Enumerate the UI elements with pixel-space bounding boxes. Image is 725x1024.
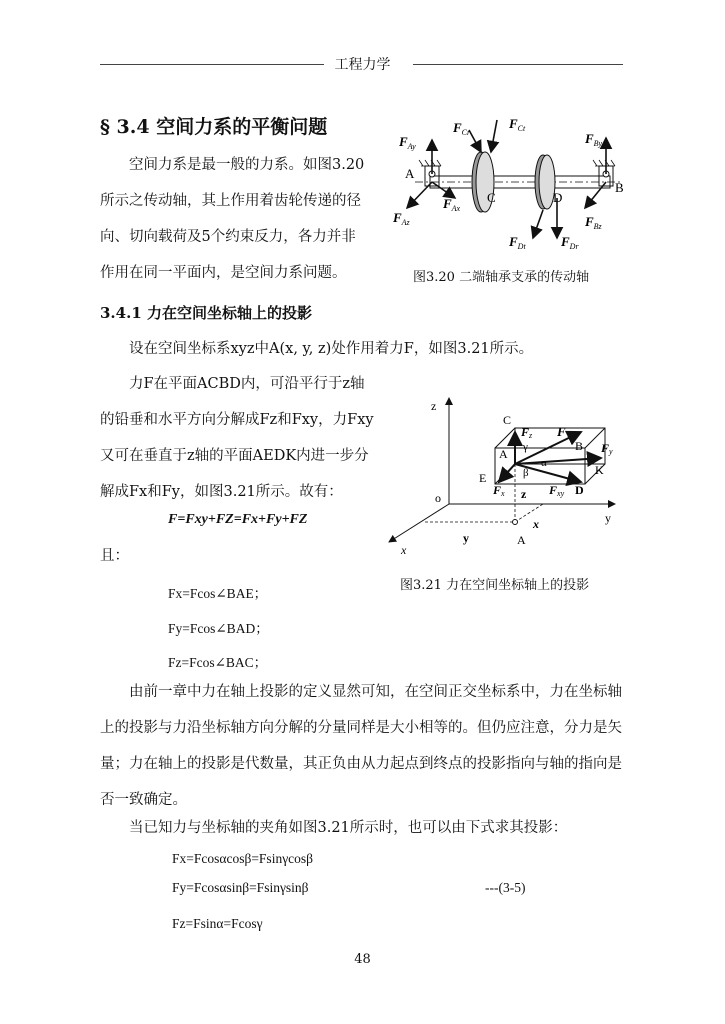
label-f-dt: $F_{Dt}$: [509, 234, 526, 251]
equation-fz-angle: Fz=Fcos∠BAC；: [168, 655, 268, 670]
body2-line: 解成Fx和Fy，如图3.21所示。故有：: [100, 484, 343, 500]
point-b: B: [575, 439, 584, 453]
and-text: 且：: [100, 548, 129, 564]
axis-y: y: [605, 511, 611, 525]
body2-line: 力F在平面ACBD内，可沿平行于z轴: [129, 376, 365, 392]
label-fz: Fz: [521, 425, 533, 440]
coord-z: z: [521, 487, 527, 501]
equation-number: ---(3-5): [485, 880, 526, 895]
equation-fx: Fx=Fcosαcosβ=Fsinγcosβ: [172, 851, 314, 866]
axis-x: x: [401, 543, 407, 557]
point-d: D: [575, 483, 584, 497]
point-c: C: [503, 413, 512, 427]
label-fxy: Fxy: [549, 483, 565, 498]
body-paragraph-4: 当已知力与坐标轴的夹角如图3.21所示时，也可以由下式求其投影：: [129, 820, 568, 836]
label-f-az: $F_{Az}$: [393, 210, 410, 227]
equation-fz: Fz=Fsinα=Fcosγ: [172, 916, 263, 931]
figure-3-20-transmission-shaft: [385, 110, 625, 260]
intro-line: 空间力系是最一般的力系。如图3.20: [129, 157, 365, 173]
label-f-cr: $F_{Cr}$: [453, 120, 471, 137]
label-f-ax: $F_{Ax}$: [443, 196, 461, 213]
point-k: K: [595, 463, 604, 477]
label-a: A: [405, 166, 415, 181]
intro-line: 向、切向载荷及5个约束反力，各力并非: [100, 229, 356, 245]
intro-paragraph: [100, 147, 380, 291]
label-b: B: [615, 180, 624, 195]
equation-fy-angle: Fy=Fcos∠BAD；: [168, 621, 269, 636]
label-f-ay: $F_{Ay}$: [399, 134, 416, 151]
point-a-base: A: [517, 533, 526, 547]
figure-3-20-caption: 图3.20 二端轴承支承的传动轴: [413, 270, 590, 285]
body2-line: 又可在垂直于z轴的平面AEDK内进一步分: [100, 448, 369, 464]
label-fx: Fx: [493, 483, 505, 498]
point-e: E: [479, 471, 487, 485]
coord-x: x: [533, 517, 539, 531]
label-f-ct: $F_{Ct}$: [509, 116, 526, 133]
main-formula: F=Fxy+FZ=Fx+Fy+FZ: [168, 512, 308, 527]
body2-line: 的铅垂和水平方向分解成Fz和Fxy，力Fxy: [100, 412, 374, 428]
body-paragraph-1: 设在空间坐标系xyz中A(x, y, z)处作用着力F，如图3.21所示。: [129, 341, 534, 357]
label-d: D: [553, 190, 563, 205]
body-paragraph-2: [100, 366, 390, 510]
label-c: C: [487, 190, 496, 205]
header-rule-right: [413, 64, 623, 65]
body3-line: 量；力在轴上的投影是代数量，其正负由从力起点到终点的投影指向与轴的指向是: [100, 756, 622, 772]
running-header: 工程力学: [334, 57, 391, 73]
body3-line: 否一致确定。: [100, 792, 187, 808]
subsection-title: 3.4.1 力在空间坐标轴上的投影: [100, 304, 312, 322]
label-f-bz: $F_{Bz}$: [585, 214, 602, 231]
body3-line: 上的投影与力沿坐标轴方向分解的分量同样是大小相等的。但仍应注意，分力是矢: [100, 720, 622, 736]
figure-3-21-caption: 图3.21 力在空间坐标轴上的投影: [400, 578, 590, 593]
origin-o: o: [435, 491, 441, 505]
label-f-dr: $F_{Dr}$: [561, 234, 579, 251]
angle-beta: β: [523, 467, 529, 479]
intro-line: 所示之传动轴，其上作用着齿轮传递的径: [100, 193, 361, 209]
label-f: F: [557, 424, 566, 439]
angle-alpha: α: [541, 457, 547, 469]
intro-line: 作用在同一平面内，是空间力系问题。: [100, 265, 347, 281]
body3-line: 由前一章中力在轴上投影的定义显然可知，在空间正交坐标系中，力在坐标轴: [129, 684, 622, 700]
coord-y: y: [463, 531, 469, 545]
equation-fy: Fy=Fcosαsinβ=Fsinγsinβ: [172, 880, 309, 895]
figure-3-21-force-projection: [385, 392, 625, 562]
point-a: A: [499, 447, 508, 461]
section-title: § 3.4 空间力系的平衡问题: [100, 116, 328, 138]
equation-fx-angle: Fx=Fcos∠BAE；: [168, 586, 268, 601]
label-f-by: $F_{By}$: [585, 131, 603, 148]
angle-gamma: γ: [523, 441, 528, 453]
axis-z: z: [431, 399, 437, 413]
label-fy: Fy: [601, 441, 613, 456]
body-paragraph-3: [100, 674, 640, 818]
page-number: 48: [354, 952, 371, 967]
